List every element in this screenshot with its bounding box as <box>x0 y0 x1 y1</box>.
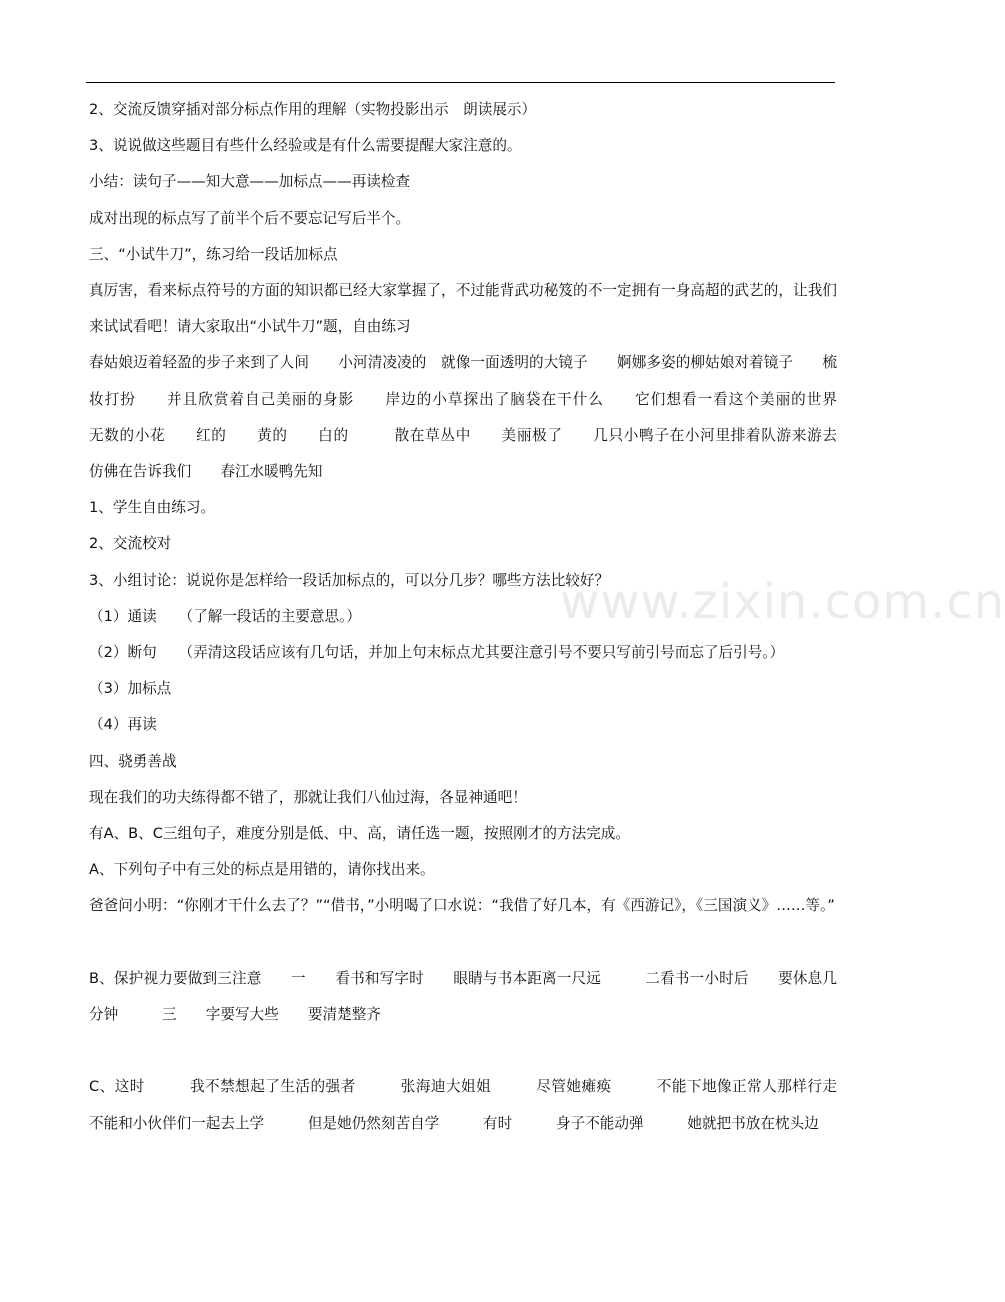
watermark: www.zixin.com.cn <box>560 574 1005 630</box>
paragraph: 3、说说做这些题目有些什么经验或是有什么需要提醒大家注意的。 <box>89 137 522 155</box>
exercise-a-prompt: A、下列句子中有三处的标点是用错的，请你找出来。 <box>89 861 435 879</box>
step-item: （2）断句 （弄清这段话应该有几句话，并加上句末标点尤其要注意引号不要只写前引号而忘了后引号。） <box>89 644 785 662</box>
blank-line <box>89 1033 837 1069</box>
step-item: （1）通读 （了解一段话的主要意思。） <box>89 607 361 625</box>
paragraph: 2、交流校对 <box>89 535 172 553</box>
paragraph: 3、小组讨论：说说你是怎样给一段话加标点的，可以分几步？哪些方法比较好？ <box>89 571 610 589</box>
section-heading: 三、“小试牛刀”，练习给一段话加标点 <box>89 245 338 263</box>
paragraph: 真厉害，看来标点符号的方面的知识都已经大家掌握了，不过能背武功秘笈的不一定拥有一身高超的武艺的，让我们来试试看吧！请大家取出“小试牛刀”题，自由练习 <box>89 282 837 336</box>
header-rule <box>86 82 835 83</box>
paragraph: 小结：读句子——知大意——加标点——再读检查 <box>89 173 411 191</box>
paragraph: 1、学生自由练习。 <box>89 499 216 517</box>
paragraph: 现在我们的功夫练得都不错了，那就让我们八仙过海，各显神通吧！ <box>89 788 527 806</box>
paragraph: 2、交流反馈穿插对部分标点作用的理解（实物投影出示 朗读展示） <box>89 101 537 118</box>
blank-line <box>89 925 837 961</box>
exercise-c: C、这时 我不禁想起了生活的强者 张海迪大姐姐 尽管她瘫痪 不能下地像正常人那样行走 不能和小伙伴们一起去上学 但是她仍然刻苦自学 有时 身子不能动弹 她就把书放在枕头边 <box>89 1078 852 1132</box>
exercise-a-sentence: 爸爸问小明：“你刚才干什么去了？”“借书，”小明喝了口水说：“我借了好几本，有《西游记》，《三国演义》……等。” <box>89 897 835 915</box>
section-heading: 四、骁勇善战 <box>89 752 177 770</box>
exercise-b: B、保护视力要做到三注意 一 看书和写字时 眼睛与书本距离一尺远 二看书一小时后 要休息几分钟 三 字要写大些 要清楚整齐 <box>89 969 837 1024</box>
paragraph: 成对出现的标点写了前半个后不要忘记写后半个。 <box>89 209 411 227</box>
step-item: （3）加标点 <box>89 680 172 698</box>
step-item: （4）再读 <box>89 716 157 734</box>
paragraph: 有A、B、C三组句子，难度分别是低、中、高，请任选一题，按照刚才的方法完成。 <box>89 825 630 843</box>
exercise-passage: 春姑娘迈着轻盈的步子来到了人间 小河清凌凌的 就像一面透明的大镜子 婀娜多姿的柳姑娘对着镜子 梳妆打扮 并且欣赏着自己美丽的身影 岸边的小草探出了脑袋在干什么 它们想看一看这个美丽的世界 无数的小花 红的 黄的 白的 散在草丛中 美丽极了 几只小鸭子在小河里排着队游来游去 仿佛在告诉我们 春江水暖鸭先知 <box>89 354 881 481</box>
